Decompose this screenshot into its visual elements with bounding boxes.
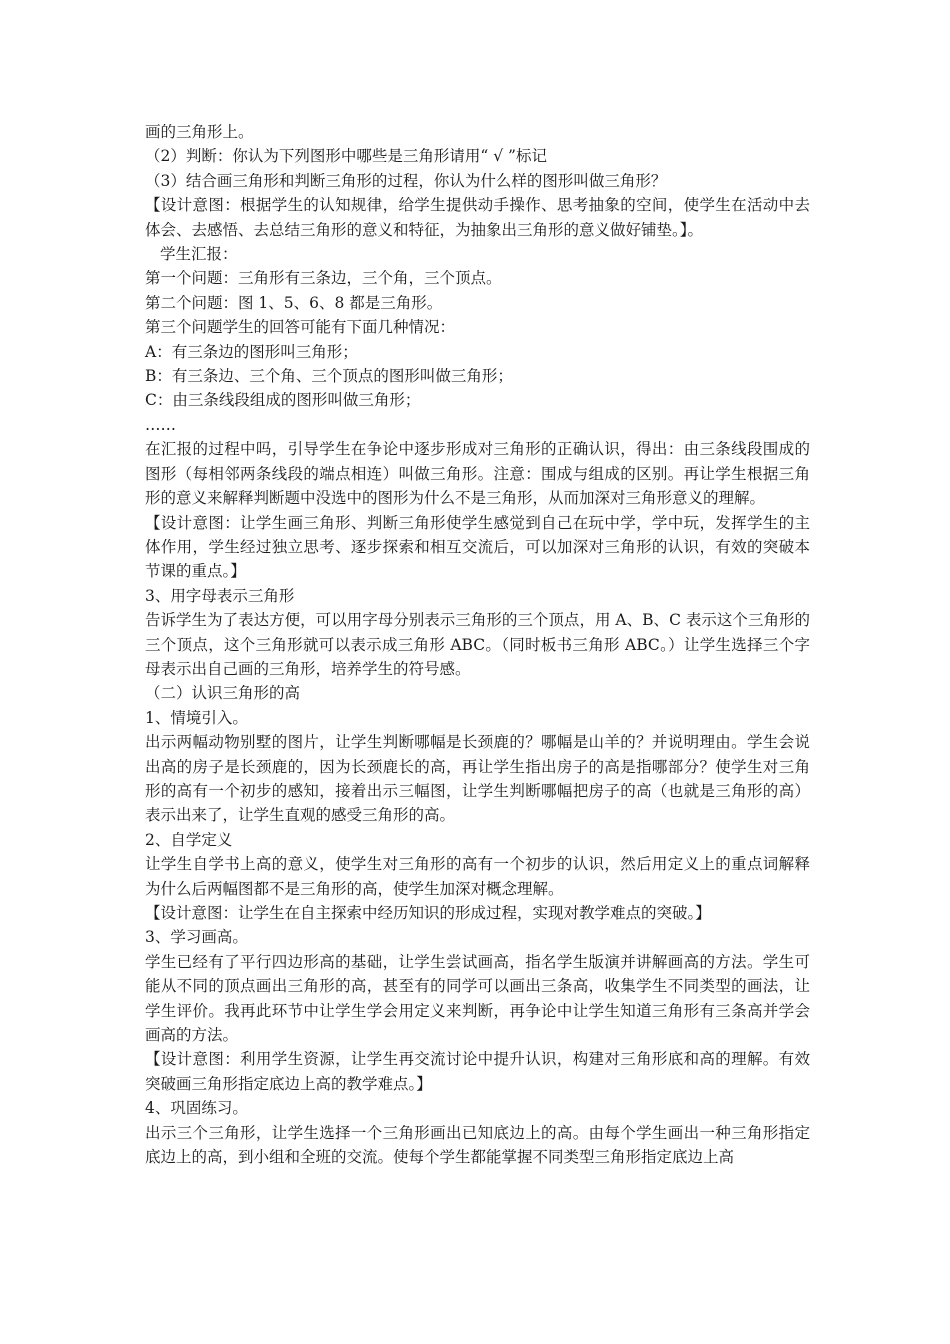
paragraph: 在汇报的过程中吗，引导学生在争论中逐步形成对三角形的正确认识，得出：由三条线段围成的图形（每相邻两条线段的端点相连）叫做三角形。注意：围成与组成的区别。再让学生根据三角形的意义来解释判断题中没选中的图形为什么不是三角形，从而加深对三角形意义的理解。 <box>145 440 810 508</box>
paragraph: 第一个问题：三角形有三条边，三个角，三个顶点。 <box>145 269 502 288</box>
design-intent-note: 【设计意图：利用学生资源，让学生再交流讨论中提升认识，构建对三角形底和高的理解。有效突破画三角形指定底边上高的教学难点。】 <box>145 1050 810 1093</box>
section-heading: 2、自学定义 <box>145 830 233 849</box>
section-heading: （二）认识三角形的高 <box>145 684 301 703</box>
paragraph: 让学生自学书上高的意义，使学生对三角形的高有一个初步的认识，然后用定义上的重点词解释为什么后两幅图都不是三角形的高，使学生加深对概念理解。 <box>145 855 810 898</box>
paragraph: （3）结合画三角形和判断三角形的过程，你认为什么样的图形叫做三角形？ <box>145 171 667 190</box>
paragraph: 告诉学生为了表达方便，可以用字母分别表示三角形的三个顶点，用 A、B、C 表示这个三角形的三个顶点，这个三角形就可以表示成三角形 ABC。（同时板书三角形 ABC。）让学生选择三个字母表示出自己画的三角形，培养学生的符号感。 <box>145 611 810 678</box>
section-heading: 4、巩固练习。 <box>145 1099 248 1118</box>
paragraph: A：有三条边的图形叫三角形； <box>145 342 358 361</box>
section-heading: 3、学习画高。 <box>145 928 248 947</box>
design-intent-note: 【设计意图：根据学生的认知规律，给学生提供动手操作、思考抽象的空间，使学生在活动中去体会、去感悟、去总结三角形的意义和特征，为抽象出三角形的意义做好铺垫。】。 <box>145 196 810 239</box>
section-heading: 1、情境引入。 <box>145 708 248 727</box>
paragraph: 第二个问题：图 1、5、6、8 都是三角形。 <box>145 293 443 312</box>
paragraph: 画的三角形上。 <box>145 123 254 141</box>
paragraph: 出示两幅动物别墅的图片，让学生判断哪幅是长颈鹿的？哪幅是山羊的？并说明理由。学生会说出高的房子是长颈鹿的，因为长颈鹿长的高，再让学生指出房子的高是指哪部分？使学生对三角形的高有一个初步的感知，接着出示三幅图，让学生判断哪幅把房子的高（也就是三角形的高）表示出来了，让学生直观的感受三角形的高。 <box>145 733 810 825</box>
paragraph: B：有三条边、三个角、三个顶点的图形叫做三角形； <box>145 367 513 386</box>
paragraph: C：由三条线段组成的图形叫做三角形； <box>145 391 421 410</box>
paragraph: 学生汇报： <box>160 245 238 264</box>
section-heading: 3、用字母表示三角形 <box>145 586 295 605</box>
document-page <box>145 120 810 1169</box>
paragraph: （2）判断：你认为下列图形中哪些是三角形请用“ √ ”标记 <box>145 147 547 166</box>
design-intent-note: 【设计意图：让学生画三角形、判断三角形使学生感觉到自己在玩中学，学中玩，发挥学生的主体作用，学生经过独立思考、逐步探索和相互交流后，可以加深对三角形的认识，有效的突破本节课的重点。】 <box>145 513 810 581</box>
paragraph: 出示三个三角形，让学生选择一个三角形画出已知底边上的高。由每个学生画出一种三角形指定底边上的高，到小组和全班的交流。使每个学生都能掌握不同类型三角形指定底边上高 <box>145 1123 810 1167</box>
paragraph: 第三个问题学生的回答可能有下面几种情况： <box>145 318 456 337</box>
ellipsis: …… <box>145 415 176 434</box>
paragraph: 学生已经有了平行四边形高的基础，让学生尝试画高，指名学生版演并讲解画高的方法。学生可能从不同的顶点画出三角形的高，甚至有的同学可以画出三条高，收集学生不同类型的画法，让学生评价。我再此环节中让学生学会用定义来判断，再争论中让学生知道三角形有三条高并学会画高的方法。 <box>145 952 810 1045</box>
design-intent-note: 【设计意图：让学生在自主探索中经历知识的形成过程，实现对教学难点的突破。】 <box>145 904 711 922</box>
